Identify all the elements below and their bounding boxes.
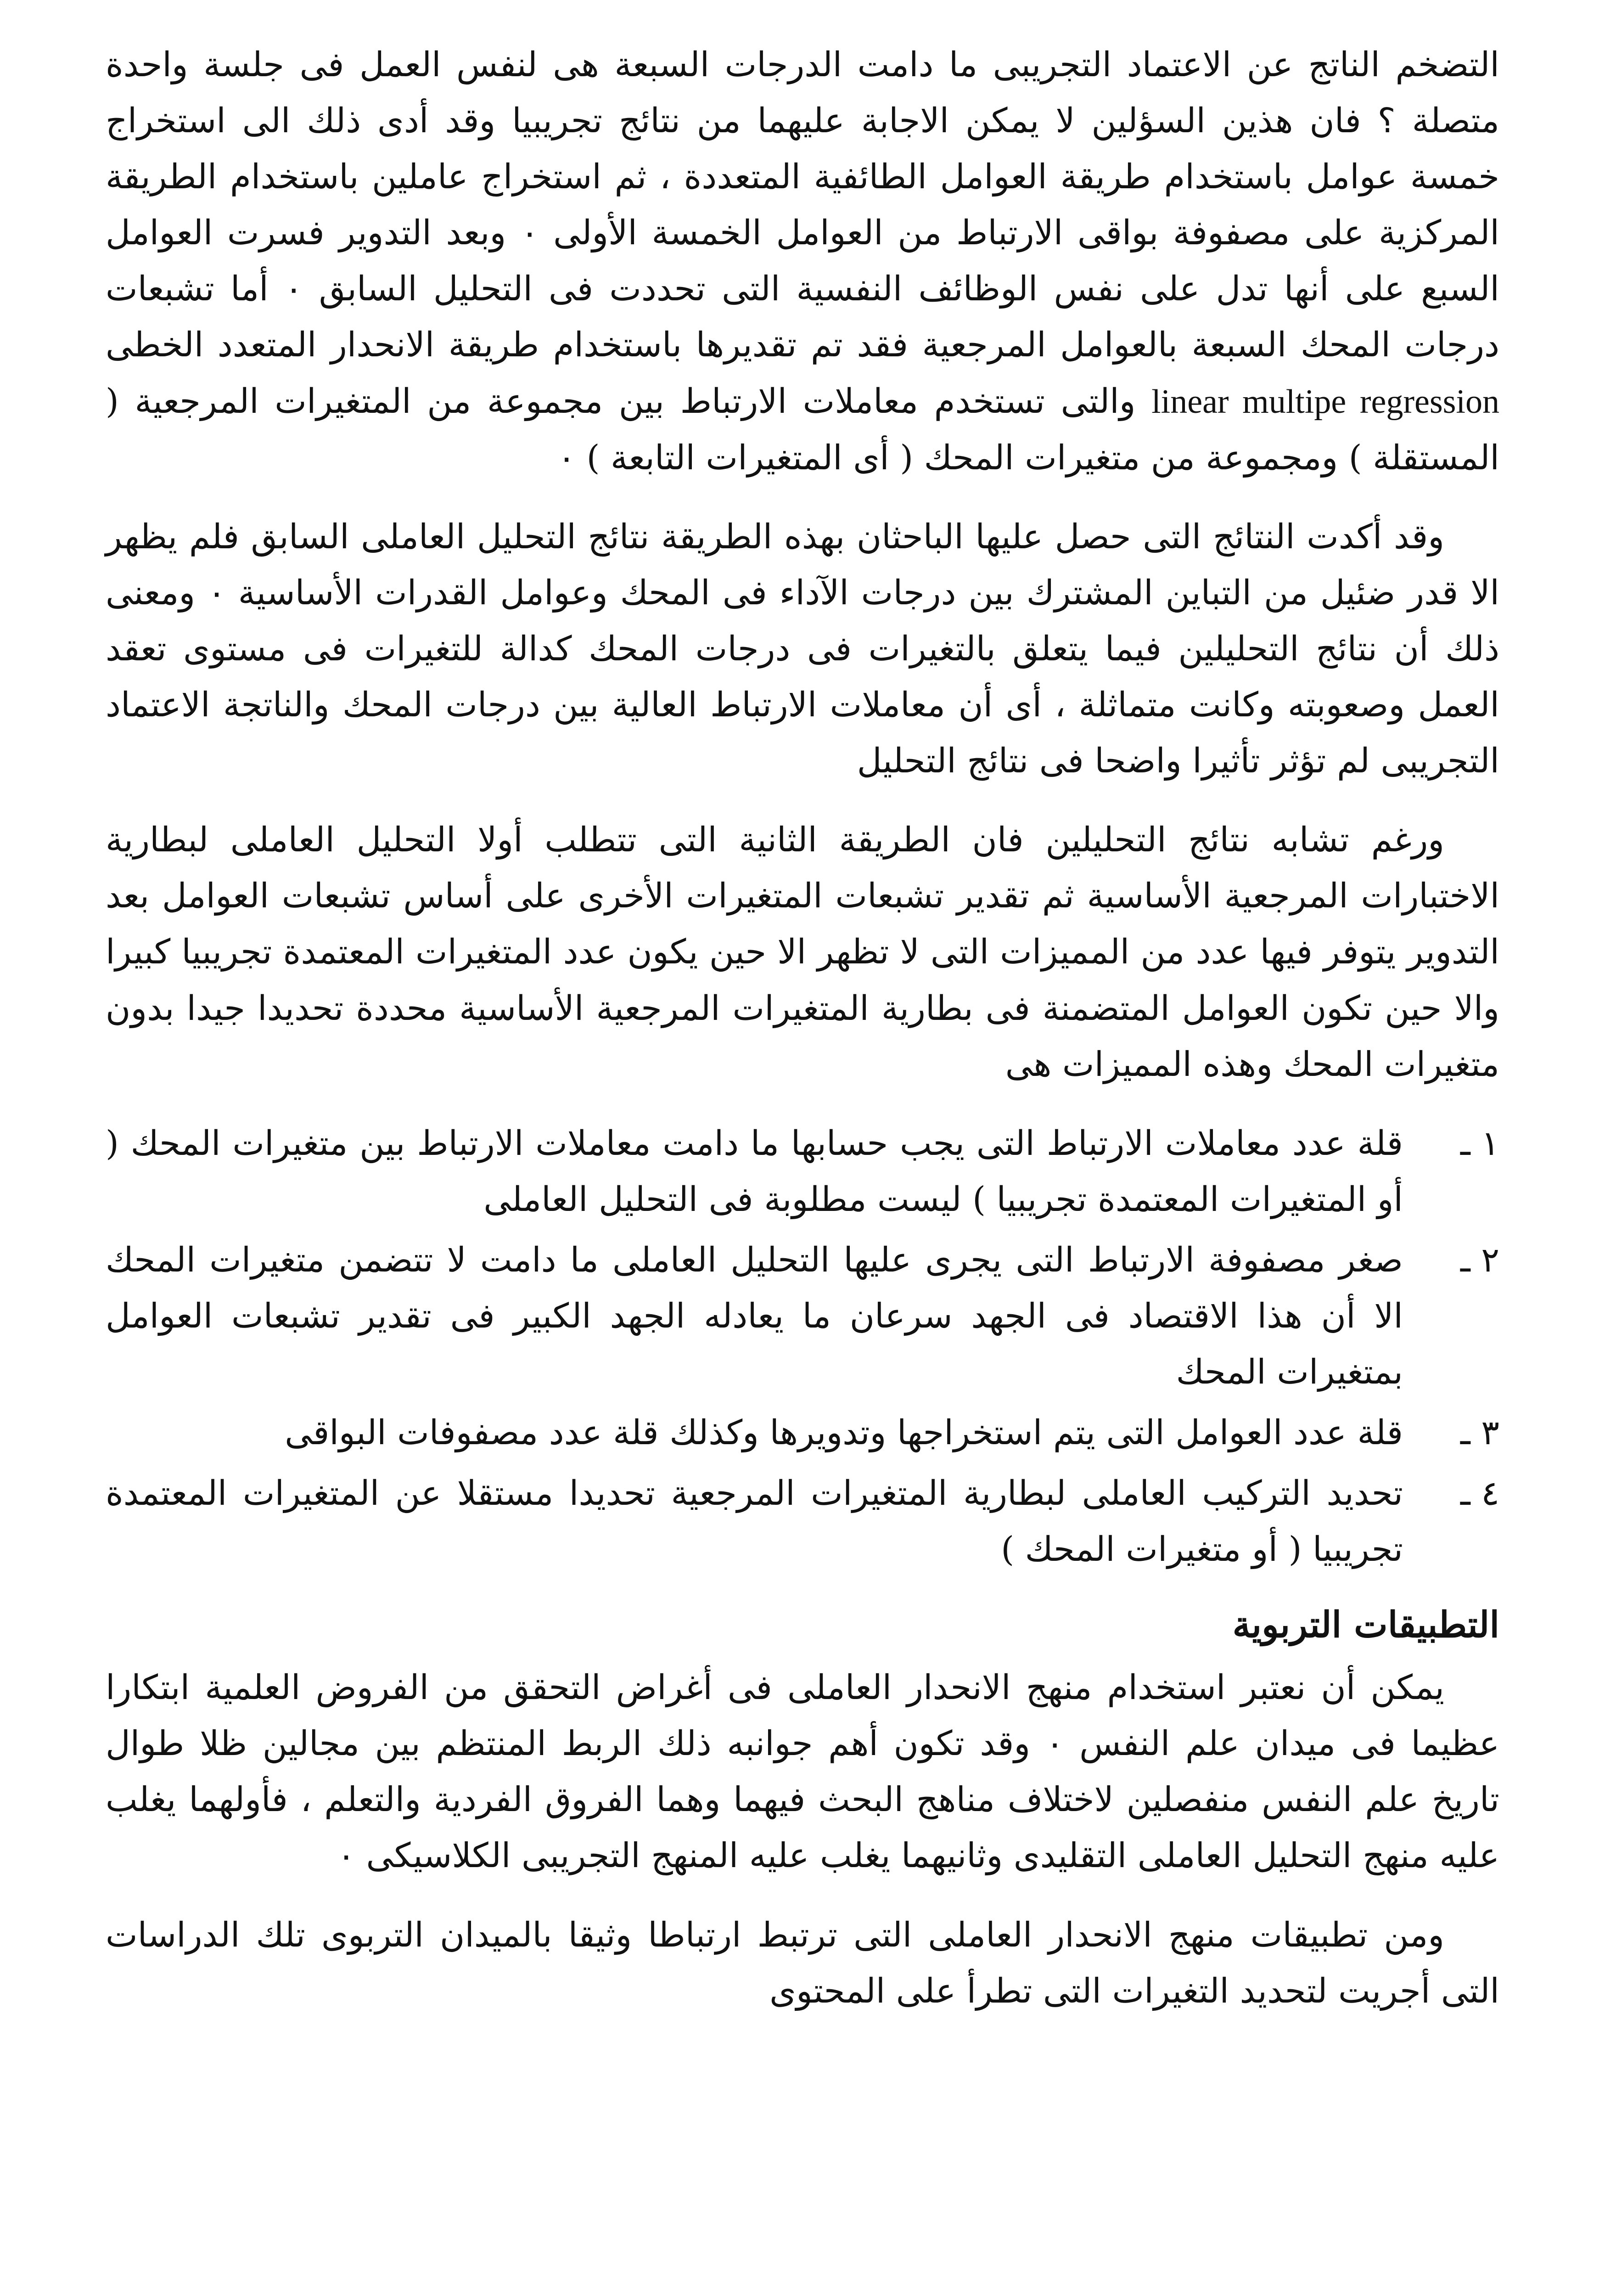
list-item-number: ٣ ـ (1460, 1413, 1499, 1453)
paragraph-2: وقد أكدت النتائج التى حصل عليها الباحثان بهذه الطريقة نتائج التحليل العاملى السابق فلم يظهر الا قدر ضئيل من التباين المشترك بين درجات الآداء فى المحك وعوامل القدرات الأساسية ٠ ومعنى ذلك أن نتائج التحليلين فيما يتعلق بالتغيرات فى درجات المحك كدالة للتغيرات فى مستوى تعقد العمل وصعوبته وكانت متماثلة ، أى أن معاملات الارتباط العالية بين درجات المحك والناتجة الاعتماد التجريبى لم تؤثر تأثيرا واضحا فى نتائج التحليل (106, 517, 1499, 781)
list-item (106, 1232, 1499, 1400)
list-item-number: ٢ ـ (1460, 1240, 1499, 1280)
list-item-number: ٤ ـ (1460, 1474, 1499, 1514)
list-item (106, 1115, 1499, 1227)
paragraph-1 (106, 37, 1499, 486)
latin-term: linear multipe regression (1151, 383, 1499, 421)
list-item (106, 1405, 1499, 1461)
document-page (106, 37, 1499, 2296)
advantages-list (106, 1115, 1499, 1578)
list-item-text: قلة عدد معاملات الارتباط التى يجب حسابها ما دامت معاملات الارتباط بين متغيرات المحك ( أو المتغيرات المعتمدة تجريبيا ) ليست مطلوبة فى التحليل العاملى (106, 1123, 1403, 1219)
list-item-text: صغر مصفوفة الارتباط التى يجرى عليها التحليل العاملى ما دامت لا تتضمن متغيرات المحك الا أن هذا الاقتصاد فى الجهد سرعان ما يعادله الجهد الكبير فى تقدير تشبعات العوامل بمتغيرات المحك (106, 1240, 1403, 1392)
paragraph-1-text-start: التضخم الناتج عن الاعتماد التجريبى ما دامت الدرجات السبعة هى لنفس العمل فى جلسة واحدة متصلة ؟ فان هذين السؤلين لا يمكن الاجابة عليهما من نتائج تجريبيا وقد أدى ذلك الى استخراج خمسة عوامل باستخدام طريقة العوامل الطائفية المتعددة ، ثم استخراج عاملين باستخدام الطريقة المركزية على مصفوفة بواقى الارتباط من العوامل الخمسة الأولى ٠ وبعد التدوير فسرت العوامل السبع على أنها تدل على نفس الوظائف النفسية التى تحددت فى التحليل السابق ٠ أما تشبعات درجات المحك السبعة بالعوامل المرجعية فقد تم تقديرها باستخدام طريقة الانحدار المتعدد الخطى (106, 45, 1499, 365)
list-item-text: تحديد التركيب العاملى لبطارية المتغيرات المرجعية تحديدا مستقلا عن المتغيرات المعتمدة تجريبيا ( أو متغيرات المحك ) (106, 1474, 1403, 1570)
list-item-text: قلة عدد العوامل التى يتم استخراجها وتدويرها وكذلك قلة عدد مصفوفات البواقى (285, 1413, 1403, 1453)
paragraph-3: ورغم تشابه نتائج التحليلين فان الطريقة الثانية التى تتطلب أولا التحليل العاملى لبطارية الاختبارات المرجعية الأساسية ثم تقدير تشبعات المتغيرات الأخرى على أساس تشبعات العوامل بعد التدوير يتوفر فيها عدد من المميزات التى لا تظهر الا حين يكون عدد المتغيرات المعتمدة تجريبيا كبيرا والا حين تكون العوامل المتضمنة فى بطارية المتغيرات المرجعية الأساسية محددة تحديدا جيدا بدون متغيرات المحك وهذه المميزات هى (106, 820, 1499, 1084)
list-item-number: ١ ـ (1460, 1123, 1499, 1163)
section-paragraph-1: يمكن أن نعتبر استخدام منهج الانحدار العاملى فى أغراض التحقق من الفروض العلمية ابتكارا عظيما فى ميدان علم النفس ٠ وقد تكون أهم جوانبه ذلك الربط المنتظم بين مجالين ظلا طوال تاريخ علم النفس منفصلين لاختلاف مناهج البحث فيهما وهما الفروق الفردية والتعلم ، فأولهما يغلب عليه منهج التحليل العاملى التقليدى وثانيهما يغلب عليه المنهج التجريبى الكلاسيكى ٠ (106, 1668, 1499, 1876)
section-paragraph-2: ومن تطبيقات منهج الانحدار العاملى التى ترتبط ارتباطا وثيقا بالميدان التربوى تلك الدراسات التى أجريت لتحديد التغيرات التى تطرأ على المحتوى (106, 1915, 1499, 2011)
list-item (106, 1465, 1499, 1577)
section-heading: التطبيقات التربوية (1232, 1604, 1499, 1646)
paragraph-1-text-end: والتى تستخدم معاملات الارتباط بين مجموعة من المتغيرات المرجعية ( المستقلة ) ومجموعة من متغيرات المحك ( أى المتغيرات التابعة ) ٠ (106, 381, 1499, 478)
